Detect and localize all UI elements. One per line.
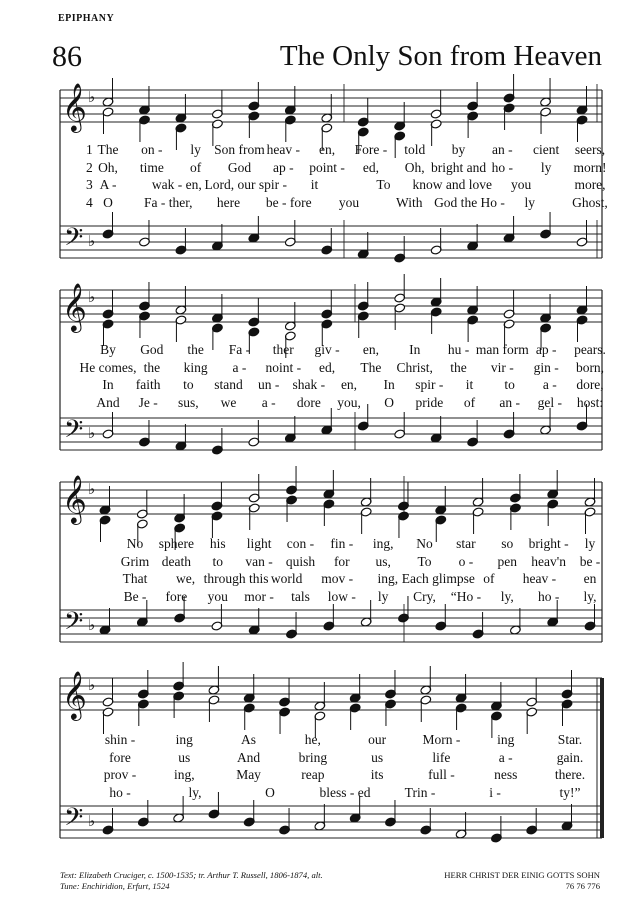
- lyric-syllable: fore: [165, 588, 188, 604]
- lyric-syllable: un -: [257, 377, 280, 392]
- lyric-syllable: en,: [319, 142, 336, 157]
- lyric-syllable: the: [187, 342, 204, 357]
- lyric-syllable: the: [450, 359, 467, 375]
- lyric-syllable: an -: [492, 142, 513, 157]
- lyric-syllable: bright and: [430, 159, 487, 175]
- flat-icon: ♭: [88, 676, 96, 694]
- lyric-syllable: gel -: [537, 394, 563, 410]
- lyric-syllable: the: [143, 359, 161, 375]
- lyric-syllable: “Ho -: [450, 588, 482, 604]
- lyric-syllable: dore: [296, 394, 321, 410]
- lyric-syllable: ap -: [272, 159, 294, 175]
- treble-clef-icon: 𝄞: [62, 282, 87, 331]
- lyric-syllable: on -: [141, 142, 163, 157]
- lyric-syllable: ness: [494, 767, 518, 782]
- lyric-syllable: Fore -: [354, 142, 388, 157]
- flat-icon: ♭: [88, 812, 96, 830]
- lyric-syllable: In: [409, 342, 421, 357]
- lyric-syllable: for: [333, 553, 350, 569]
- lyric-syllable: van -: [245, 553, 273, 569]
- lyric-syllable: As: [241, 732, 257, 747]
- lyric-syllable: ho -: [491, 159, 514, 175]
- lyric-syllable: The: [97, 142, 119, 157]
- lyric-syllable: point -: [309, 159, 345, 175]
- lyric-syllable: giv -: [314, 342, 340, 357]
- lyric-syllable: Lord, our spir -: [204, 177, 287, 192]
- lyric-syllable: you: [207, 588, 228, 604]
- lyric-line: [0, 554, 640, 571]
- verse-number: 2: [86, 159, 93, 175]
- lyric-syllable: us: [371, 749, 384, 765]
- lyric-syllable: host:: [576, 394, 604, 410]
- lyric-syllable: king: [183, 359, 208, 375]
- lyric-syllable: mor -: [244, 588, 274, 604]
- hymn-title: The Only Son from Heaven: [279, 40, 602, 72]
- lyric-line: [0, 589, 640, 606]
- lyric-syllable: The: [360, 359, 382, 375]
- lyric-line: [0, 142, 640, 159]
- lyric-syllable: dore,: [576, 377, 604, 392]
- lyric-syllable: Trin -: [404, 784, 436, 800]
- lyric-syllable: By: [100, 342, 116, 357]
- lyric-syllable: Je -: [138, 394, 158, 410]
- lyric-syllable: its: [370, 767, 384, 782]
- lyric-syllable: Grim: [120, 553, 150, 569]
- lyric-syllable: by: [451, 142, 466, 157]
- lyric-syllable: bless - ed: [319, 784, 371, 800]
- lyric-syllable: shin -: [104, 732, 136, 747]
- lyric-syllable: ing: [175, 732, 193, 747]
- lyric-syllable: here: [216, 194, 241, 210]
- lyric-syllable: light: [246, 536, 272, 551]
- tune-name: HERR CHRIST DER EINIG GOTTS SOHN: [444, 870, 600, 880]
- lyric-syllable: vir -: [490, 359, 514, 375]
- lyric-line: [0, 377, 640, 394]
- treble-clef-icon: 𝄞: [62, 474, 87, 523]
- lyric-syllable: In: [102, 377, 114, 392]
- lyric-syllable: an -: [499, 394, 520, 410]
- lyric-syllable: Son from: [214, 142, 265, 157]
- lyric-syllable: world: [270, 571, 303, 586]
- lyric-syllable: ther: [272, 342, 294, 357]
- lyric-syllable: God the Ho -: [434, 194, 505, 210]
- lyric-syllable: us: [178, 749, 191, 765]
- lyric-syllable: Cry,: [413, 588, 436, 604]
- meter: 76 76 776: [565, 881, 600, 891]
- treble-clef-icon: 𝄞: [62, 670, 87, 719]
- bass-clef-icon: 𝄢: [64, 415, 84, 450]
- lyric-line: [0, 177, 640, 194]
- lyric-syllable: mov -: [321, 571, 354, 586]
- lyric-syllable: so: [501, 536, 514, 551]
- lyric-syllable: Be -: [123, 588, 147, 604]
- lyric-syllable: heav -: [266, 142, 300, 157]
- lyric-syllable: time: [139, 159, 164, 175]
- lyric-syllable: ing: [497, 732, 515, 747]
- lyric-syllable: O: [384, 394, 395, 410]
- lyric-syllable: Star.: [557, 732, 583, 747]
- lyric-line: [0, 536, 640, 553]
- tune-info: [444, 870, 600, 892]
- lyric-line: [0, 732, 640, 749]
- lyric-syllable: faith: [135, 377, 161, 392]
- lyric-syllable: it: [465, 377, 474, 392]
- lyric-line: [0, 750, 640, 767]
- lyric-syllable: he,: [304, 732, 321, 747]
- lyric-syllable: fin -: [330, 536, 354, 551]
- lyric-syllable: ly: [377, 588, 389, 604]
- lyric-syllable: tals: [291, 588, 310, 604]
- lyric-syllable: con -: [286, 536, 315, 551]
- lyric-syllable: you,: [337, 394, 361, 410]
- lyric-syllable: ing,: [372, 536, 394, 551]
- lyric-syllable: star: [456, 536, 476, 551]
- lyric-syllable: you: [338, 194, 360, 210]
- flat-icon: ♭: [88, 616, 96, 634]
- bass-clef-icon: 𝄢: [64, 223, 84, 258]
- lyric-syllable: man form: [475, 342, 529, 357]
- lyric-syllable: ed,: [362, 159, 379, 175]
- lyric-syllable: bring: [298, 749, 328, 765]
- lyric-syllable: ly: [584, 536, 596, 551]
- lyric-syllable: spir -: [415, 377, 444, 392]
- lyric-syllable: prov -: [103, 767, 137, 782]
- lyric-syllable: ing,: [377, 571, 399, 586]
- lyric-syllable: cient: [533, 142, 560, 157]
- lyric-syllable: o -: [458, 553, 474, 569]
- flat-icon: ♭: [88, 88, 96, 106]
- tune-credit: Tune: Enchiridion, Erfurt, 1524: [60, 881, 170, 891]
- lyric-syllable: With: [396, 194, 423, 210]
- lyric-syllable: a -: [261, 394, 276, 410]
- lyric-syllable: of: [463, 394, 476, 410]
- lyric-syllable: reap: [301, 767, 325, 782]
- lyric-syllable: pears.: [574, 342, 606, 357]
- lyric-syllable: Oh,: [404, 159, 425, 175]
- section-label: EPIPHANY: [58, 13, 115, 24]
- lyric-syllable: O: [265, 784, 275, 800]
- lyric-syllable: ly: [540, 159, 552, 175]
- credits: [60, 870, 323, 892]
- lyric-syllable: our: [368, 732, 387, 747]
- lyric-syllable: there.: [554, 767, 586, 782]
- lyric-syllable: May: [236, 767, 261, 782]
- lyric-syllable: wak - en,: [151, 177, 202, 192]
- lyric-syllable: ap -: [535, 342, 557, 357]
- lyric-syllable: Christ,: [396, 359, 433, 375]
- lyric-syllable: en: [583, 571, 597, 586]
- lyric-syllable: To: [417, 553, 432, 569]
- lyric-syllable: No: [126, 536, 144, 551]
- verse-number: 4: [86, 194, 93, 210]
- lyric-syllable: of: [483, 571, 495, 586]
- lyric-syllable: ty!”: [559, 784, 581, 800]
- lyric-syllable: ho -: [109, 784, 131, 800]
- lyric-line: [0, 360, 640, 377]
- lyric-syllable: en,: [340, 377, 358, 392]
- lyric-syllable: to: [212, 553, 223, 569]
- lyric-syllable: know and love: [412, 177, 493, 192]
- lyric-syllable: Fa - ther,: [143, 194, 193, 210]
- lyric-syllable: we,: [175, 571, 196, 586]
- lyric-syllable: A -: [99, 177, 117, 192]
- lyric-syllable: bright -: [528, 536, 569, 551]
- verse-number: 1: [86, 142, 93, 157]
- lyric-syllable: He comes,: [79, 359, 137, 375]
- lyric-syllable: shak -: [292, 377, 326, 392]
- lyric-syllable: us,: [375, 553, 391, 569]
- lyric-syllable: born,: [575, 359, 605, 375]
- lyric-syllable: be - fore: [265, 194, 312, 210]
- lyric-syllable: more,: [574, 177, 606, 192]
- lyric-line: [0, 785, 640, 802]
- lyric-line: [0, 160, 640, 177]
- lyric-syllable: noint -: [265, 359, 302, 375]
- lyric-syllable: death: [161, 553, 191, 569]
- flat-icon: ♭: [88, 232, 96, 250]
- flat-icon: ♭: [88, 288, 96, 306]
- lyric-syllable: heav'n: [531, 553, 566, 569]
- lyric-syllable: fore: [109, 749, 131, 765]
- lyric-syllable: quish: [285, 553, 316, 569]
- lyric-syllable: And: [96, 394, 120, 410]
- lyric-syllable: ed,: [319, 359, 336, 375]
- lyric-syllable: God: [227, 159, 252, 175]
- lyric-line: [0, 767, 640, 784]
- lyric-syllable: pen: [497, 553, 518, 569]
- lyric-syllable: en,: [362, 342, 379, 357]
- lyric-syllable: you: [511, 177, 532, 192]
- lyric-syllable: To: [376, 177, 391, 192]
- lyric-syllable: of: [190, 159, 202, 175]
- lyric-syllable: ly,: [583, 588, 597, 604]
- lyric-syllable: a -: [498, 749, 513, 765]
- lyric-syllable: Each glimpse: [401, 571, 475, 586]
- lyric-syllable: ho -: [537, 588, 560, 604]
- lyric-syllable: low -: [327, 588, 356, 604]
- flat-icon: ♭: [88, 424, 96, 442]
- lyric-line: [0, 342, 640, 359]
- lyric-syllable: his: [209, 536, 226, 551]
- treble-clef-icon: 𝄞: [62, 82, 87, 131]
- lyric-syllable: through this: [203, 571, 269, 586]
- lyric-syllable: ing,: [173, 767, 195, 782]
- lyric-syllable: O: [103, 194, 113, 210]
- lyric-syllable: seers,: [574, 142, 606, 157]
- lyric-syllable: told: [404, 142, 426, 157]
- lyric-syllable: hu -: [447, 342, 470, 357]
- lyric-line: [0, 395, 640, 412]
- lyric-syllable: we: [220, 394, 237, 410]
- lyric-syllable: No: [416, 536, 433, 551]
- lyric-syllable: Ghost,: [572, 194, 608, 210]
- lyric-syllable: God: [140, 342, 164, 357]
- lyric-syllable: ly: [190, 142, 201, 157]
- lyric-syllable: life: [432, 749, 451, 765]
- flat-icon: ♭: [88, 480, 96, 498]
- lyric-line: [0, 571, 640, 588]
- text-credit: Text: Elizabeth Cruciger, c. 1500-1535; tr. Arthur T. Russell, 1806-1874, alt.: [60, 870, 323, 880]
- bass-clef-icon: 𝄢: [64, 607, 84, 642]
- lyric-syllable: to: [183, 377, 194, 392]
- lyric-syllable: stand: [214, 377, 243, 392]
- lyric-syllable: Oh,: [98, 159, 118, 175]
- lyric-syllable: That: [122, 571, 148, 586]
- lyric-syllable: heav -: [522, 571, 557, 586]
- lyric-syllable: be -: [579, 553, 601, 569]
- lyric-syllable: Fa -: [228, 342, 251, 357]
- lyric-syllable: ly,: [500, 588, 514, 604]
- lyric-syllable: gin -: [533, 359, 559, 375]
- lyric-syllable: it: [310, 177, 319, 192]
- lyric-syllable: ly,: [188, 784, 202, 800]
- lyric-syllable: pride: [415, 394, 444, 410]
- hymn-number: 86: [52, 40, 82, 73]
- lyric-syllable: a -: [542, 377, 557, 392]
- lyric-syllable: In: [383, 377, 395, 392]
- lyric-syllable: sus,: [178, 394, 199, 410]
- lyric-syllable: Morn -: [422, 732, 461, 747]
- lyric-line: [0, 195, 640, 212]
- lyric-syllable: gain.: [556, 749, 584, 765]
- lyric-syllable: a -: [232, 359, 247, 375]
- verse-number: 3: [86, 177, 93, 192]
- lyric-syllable: ly: [524, 194, 536, 210]
- lyric-syllable: sphere: [158, 536, 194, 551]
- lyric-syllable: full -: [428, 767, 455, 782]
- lyric-syllable: to: [504, 377, 515, 392]
- lyric-syllable: i -: [489, 784, 501, 800]
- bass-clef-icon: 𝄢: [64, 803, 84, 838]
- lyric-syllable: morn!: [573, 159, 607, 175]
- lyric-syllable: And: [236, 749, 261, 765]
